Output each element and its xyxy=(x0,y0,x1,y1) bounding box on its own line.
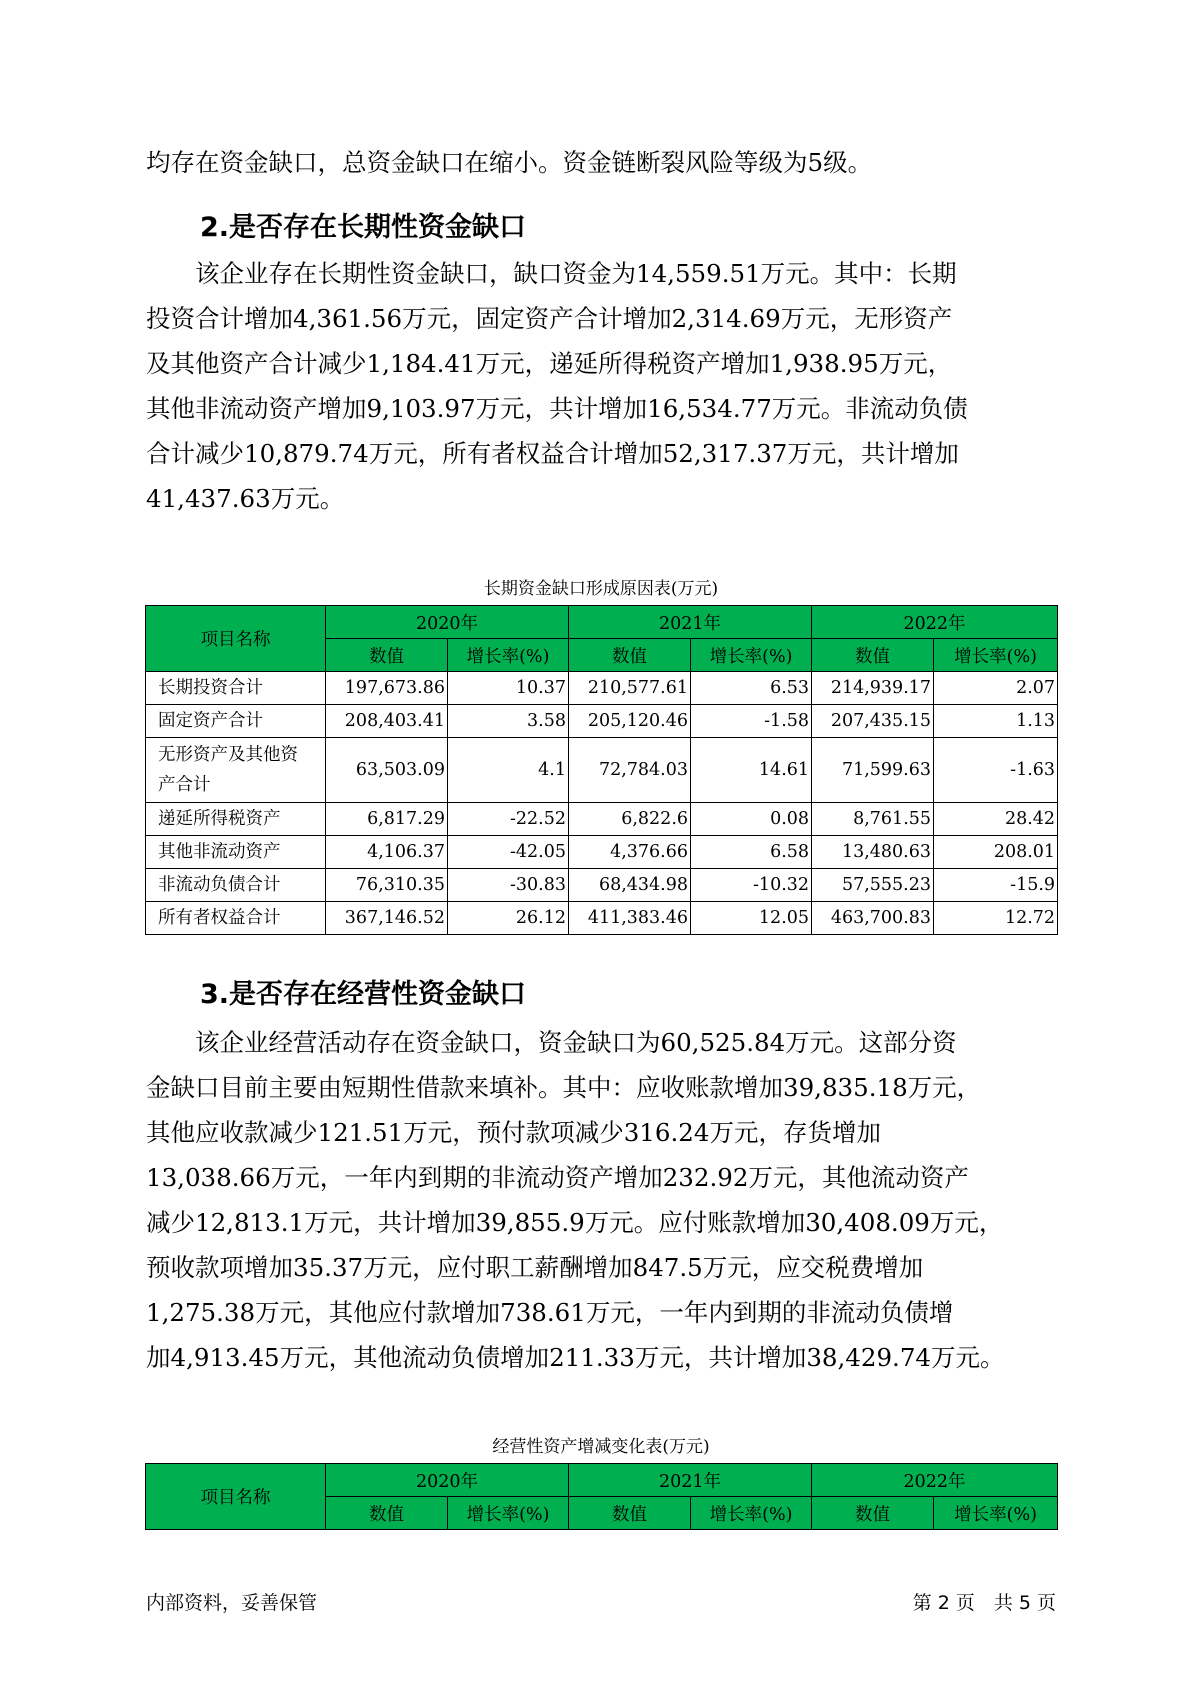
table-row xyxy=(146,705,1058,738)
cell-value: 8,761.55 xyxy=(812,803,934,836)
section-3-heading: 3.是否存在经营性资金缺口 xyxy=(200,979,527,1010)
cell-value: 207,435.15 xyxy=(812,705,934,738)
cell-value: 210,577.61 xyxy=(569,672,691,705)
table-row xyxy=(146,738,1058,803)
item-name-header: 项目名称 xyxy=(146,606,326,672)
cell-value: 6,822.6 xyxy=(569,803,691,836)
cell-growth: 12.72 xyxy=(934,902,1058,935)
cell-growth: 6.53 xyxy=(691,672,812,705)
year-header-2020: 2020年 xyxy=(326,606,569,639)
cell-value: 367,146.52 xyxy=(326,902,448,935)
year-header-2022: 2022年 xyxy=(812,1464,1058,1497)
paragraph-line: 投资合计增加4,361.56万元，固定资产合计增加2,314.69万元，无形资产 xyxy=(146,304,953,333)
cell-value: 4,106.37 xyxy=(326,836,448,869)
cell-growth: -22.52 xyxy=(448,803,569,836)
value-header: 数值 xyxy=(812,1497,934,1530)
cell-growth: -10.32 xyxy=(691,869,812,902)
growth-rate-header: 增长率(%) xyxy=(934,1497,1058,1530)
cell-value: 71,599.63 xyxy=(812,738,934,803)
cell-growth: -1.58 xyxy=(691,705,812,738)
cell-growth: -42.05 xyxy=(448,836,569,869)
growth-rate-header: 增长率(%) xyxy=(448,1497,569,1530)
row-label: 非流动负债合计 xyxy=(146,869,326,902)
table-1-caption: 长期资金缺口形成原因表(万元) xyxy=(483,579,719,599)
paragraph-line: 该企业存在长期性资金缺口，缺口资金为14,559.51万元。其中：长期 xyxy=(146,259,957,288)
table-row xyxy=(146,902,1058,935)
value-header: 数值 xyxy=(812,639,934,672)
cell-growth: 2.07 xyxy=(934,672,1058,705)
paragraph-line: 其他非流动资产增加9,103.97万元，共计增加16,534.77万元。非流动负债 xyxy=(146,394,968,423)
cell-value: 68,434.98 xyxy=(569,869,691,902)
intro-paragraph xyxy=(146,140,1058,185)
growth-rate-header: 增长率(%) xyxy=(448,639,569,672)
cell-growth: -15.9 xyxy=(934,869,1058,902)
paragraph-line: 13,038.66万元，一年内到期的非流动资产增加232.92万元，其他流动资产 xyxy=(146,1163,969,1192)
cell-value: 4,376.66 xyxy=(569,836,691,869)
footer-confidential-note: 内部资料，妥善保管 xyxy=(146,1592,318,1614)
section-3-paragraph xyxy=(146,1020,1058,1380)
value-header: 数值 xyxy=(569,639,691,672)
cell-growth: 12.05 xyxy=(691,902,812,935)
paragraph-line: 金缺口目前主要由短期性借款来填补。其中：应收账款增加39,835.18万元， xyxy=(146,1073,982,1102)
cell-growth: -30.83 xyxy=(448,869,569,902)
cell-value: 214,939.17 xyxy=(812,672,934,705)
section-2-paragraph xyxy=(146,251,1058,521)
paragraph-line: 预收款项增加35.37万元，应付职工薪酬增加847.5万元，应交税费增加 xyxy=(146,1253,924,1282)
growth-rate-header: 增长率(%) xyxy=(934,639,1058,672)
cell-growth: 1.13 xyxy=(934,705,1058,738)
table-2-caption: 经营性资产增减变化表(万元) xyxy=(492,1437,710,1457)
cell-value: 76,310.35 xyxy=(326,869,448,902)
row-label: 所有者权益合计 xyxy=(146,902,326,935)
cell-value: 13,480.63 xyxy=(812,836,934,869)
value-header: 数值 xyxy=(326,1497,448,1530)
row-label: 固定资产合计 xyxy=(146,705,326,738)
growth-rate-header: 增长率(%) xyxy=(691,1497,812,1530)
cell-value: 205,120.46 xyxy=(569,705,691,738)
year-header-2020: 2020年 xyxy=(326,1464,569,1497)
growth-rate-header: 增长率(%) xyxy=(691,639,812,672)
table-row xyxy=(146,836,1058,869)
cell-growth: 26.12 xyxy=(448,902,569,935)
cell-growth: 10.37 xyxy=(448,672,569,705)
cell-growth: 6.58 xyxy=(691,836,812,869)
value-header: 数值 xyxy=(569,1497,691,1530)
year-header-2021: 2021年 xyxy=(569,1464,812,1497)
item-name-header: 项目名称 xyxy=(146,1464,326,1530)
section-2-heading: 2.是否存在长期性资金缺口 xyxy=(200,212,527,243)
cell-growth: 14.61 xyxy=(691,738,812,803)
cell-growth: -1.63 xyxy=(934,738,1058,803)
year-header-2021: 2021年 xyxy=(569,606,812,639)
cell-value: 411,383.46 xyxy=(569,902,691,935)
cell-growth: 3.58 xyxy=(448,705,569,738)
paragraph-line: 及其他资产合计减少1,184.41万元，递延所得税资产增加1,938.95万元， xyxy=(146,349,953,378)
paragraph-line: 减少12,813.1万元，共计增加39,855.9万元。应付账款增加30,408.09万元， xyxy=(146,1208,1004,1237)
cell-value: 208,403.41 xyxy=(326,705,448,738)
paragraph-line: 1,275.38万元，其他应付款增加738.61万元，一年内到期的非流动负债增 xyxy=(146,1298,954,1327)
cell-value: 63,503.09 xyxy=(326,738,448,803)
row-label: 其他非流动资产 xyxy=(146,836,326,869)
paragraph-line: 该企业经营活动存在资金缺口，资金缺口为60,525.84万元。这部分资 xyxy=(146,1028,957,1057)
operating-assets-table xyxy=(145,1463,1058,1530)
paragraph-line: 合计减少10,879.74万元，所有者权益合计增加52,317.37万元，共计增加 xyxy=(146,439,959,468)
cell-value: 57,555.23 xyxy=(812,869,934,902)
cell-value: 6,817.29 xyxy=(326,803,448,836)
cell-growth: 208.01 xyxy=(934,836,1058,869)
year-header-2022: 2022年 xyxy=(812,606,1058,639)
row-label: 无形资产及其他资 产合计 xyxy=(146,738,326,803)
value-header: 数值 xyxy=(326,639,448,672)
paragraph-line: 均存在资金缺口，总资金缺口在缩小。资金链断裂风险等级为5级。 xyxy=(146,148,873,177)
paragraph-line: 其他应收款减少121.51万元，预付款项减少316.24万元，存货增加 xyxy=(146,1118,881,1147)
table-row xyxy=(146,869,1058,902)
long-term-gap-table xyxy=(145,605,1058,935)
cell-growth: 28.42 xyxy=(934,803,1058,836)
footer-page-number: 第 2 页 共 5 页 xyxy=(912,1592,1056,1614)
paragraph-line: 加4,913.45万元，其他流动负债增加211.33万元，共计增加38,429.74万元。 xyxy=(146,1343,1005,1372)
cell-growth: 4.1 xyxy=(448,738,569,803)
row-label: 长期投资合计 xyxy=(146,672,326,705)
table-row xyxy=(146,672,1058,705)
cell-value: 197,673.86 xyxy=(326,672,448,705)
cell-value: 463,700.83 xyxy=(812,902,934,935)
table-row xyxy=(146,803,1058,836)
cell-growth: 0.08 xyxy=(691,803,812,836)
row-label: 递延所得税资产 xyxy=(146,803,326,836)
cell-value: 72,784.03 xyxy=(569,738,691,803)
paragraph-line: 41,437.63万元。 xyxy=(146,484,345,513)
